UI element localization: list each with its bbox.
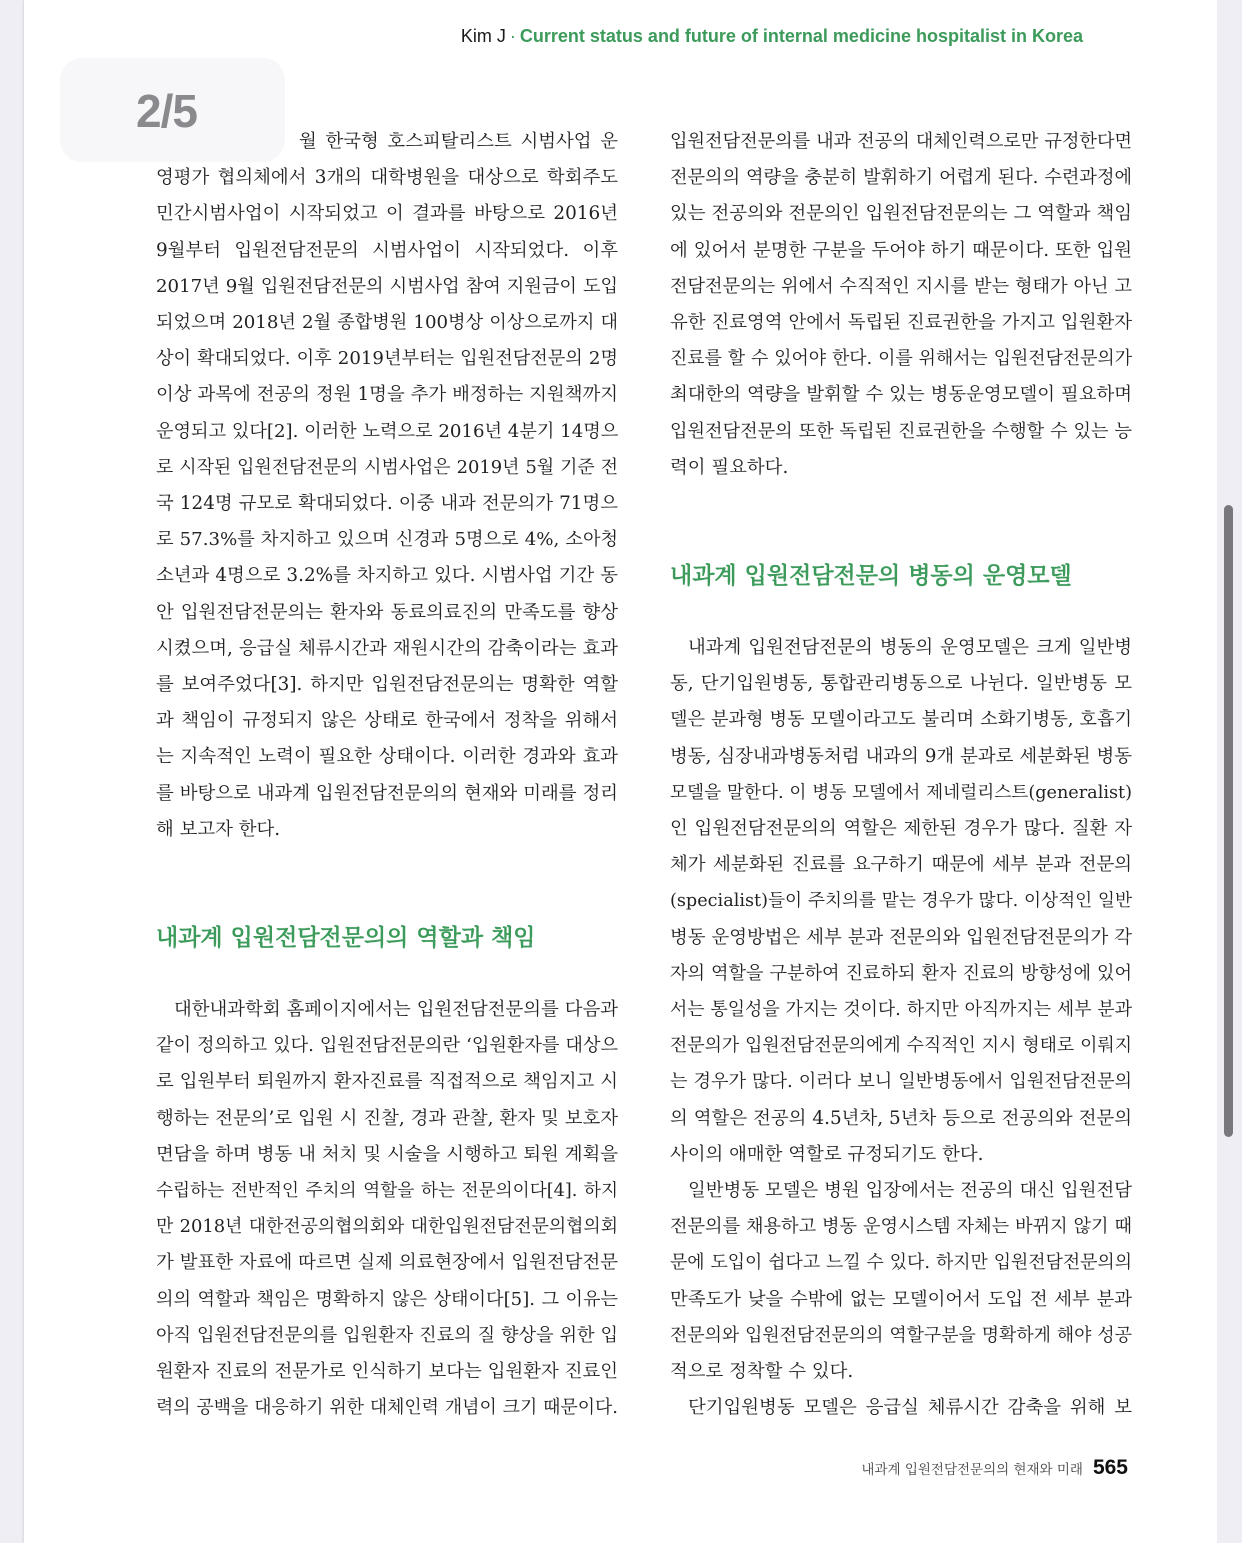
text-line: 전담전문의는 위에서 수직적인 지시를 받는 형태가 아닌 고 (670, 275, 1132, 297)
text-line: 력이 필요하다. (670, 456, 789, 478)
text-line: 국 124명 규모로 확대되었다. 이중 내과 전문의가 71명으 (156, 493, 618, 515)
text-line: 문에 도입이 쉽다고 느낄 수 있다. 하지만 입원전담전문의의 (670, 1252, 1132, 1274)
text-line: 내과계 입원전담전문의 병동의 운영모델은 크게 일반병 (688, 637, 1132, 659)
text-line: 아직 입원전담전문의를 입원환자 진료의 질 향상을 위한 입 (156, 1324, 618, 1346)
text-line: 같이 정의하고 있다. 입원전담전문의란 ‘입원환자를 대상으 (156, 1035, 618, 1057)
text-line: 적으로 정착할 수 있다. (670, 1361, 854, 1383)
text-line: 해 보고자 한다. (156, 818, 281, 840)
text-line: 수립하는 전반적인 주치의 역할을 하는 전문의이다[4]. 하지 (156, 1181, 618, 1202)
text-line: 를 보여주었다[3]. 하지만 입원전담전문의는 명확한 역할 (156, 674, 618, 696)
roles-paragraph (156, 992, 618, 1426)
text-line: 최대한의 역량을 발휘할 수 있는 병동운영모델이 필요하며 (670, 384, 1132, 406)
text-line: 운영되고 있다[2]. 이러한 노력으로 2016년 4분기 14명으 (156, 420, 619, 442)
text-line: 있는 전공의와 전문의인 입원전담전문의는 그 역할과 책임 (670, 203, 1132, 225)
text-line: 상이 확대되었다. 이후 2019년부터는 입원전담전문의 2명 (156, 348, 618, 370)
text-line: 만족도가 낮을 수밖에 없는 모델이어서 도입 전 세부 분과 (670, 1288, 1132, 1310)
text-line: 입원전담전문의 또한 독립된 진료권한을 수행할 수 있는 능 (670, 420, 1132, 442)
text-line: 면담을 하며 병동 내 처치 및 시술을 시행하고 퇴원 계획을 (156, 1143, 618, 1165)
page-footer (861, 1456, 1128, 1480)
footer-title: 내과계 입원전담전문의의 현재와 미래 (861, 1462, 1083, 1478)
text-line: 에 있어서 분명한 구분을 두어야 하기 때문이다. 또한 입원 (670, 239, 1132, 261)
text-line: 소년과 4명으로 3.2%를 차지하고 있다. 시범사업 기간 동 (156, 565, 618, 587)
text-line: 되었으며 2018년 2월 종합병원 100병상 이상으로까지 대 (156, 312, 618, 334)
text-line: 영평가 협의체에서 3개의 대학병원을 대상으로 학회주도 (156, 167, 618, 189)
scrollbar-track[interactable] (1217, 0, 1242, 1543)
left-intro-paragraph (156, 124, 618, 848)
text-line: 의 역할은 전공의 4.5년차, 5년차 등으로 전공의와 전문의 (670, 1107, 1132, 1129)
text-line: 동, 단기입원병동, 통합관리병동으로 나뉜다. 일반병동 모 (670, 673, 1132, 695)
text-line: 9월부터 입원전담전문의 시범사업이 시작되었다. 이후 (156, 239, 618, 261)
text-line: 안 입원전담전문의는 환자와 동료의료진의 만족도를 향상 (156, 601, 618, 623)
running-head-author: Kim J (460, 26, 506, 46)
text-line: 유한 진료영역 안에서 독립된 진료권한을 가지고 입원환자 (670, 312, 1132, 334)
text-line: 만 2018년 대한전공의협의회와 대한입원전담전문의협의회 (156, 1216, 618, 1238)
left-column (156, 124, 618, 1427)
text-line: 입원전담전문의를 내과 전공의 대체인력으로만 규정한다면 (670, 131, 1132, 152)
running-head-title: Current status and future of internal medicine hospitalist in Korea (519, 26, 1083, 46)
text-line: 델은 분과형 병동 모델이라고도 불리며 소화기병동, 호흡기 (670, 709, 1132, 731)
running-head (461, 26, 1083, 47)
section-heading-ward-models: 내과계 입원전담전문의 병동의 운영모델 (670, 563, 1072, 590)
text-line: 로 입원부터 퇴원까지 환자진료를 직접적으로 책임지고 시 (156, 1071, 618, 1093)
text-line: 2017년 9월 입원전담전문의 시범사업 참여 지원금이 도입 (156, 275, 618, 297)
text-line: 월 한국형 호스피탈리스트 시범사업 운 (299, 131, 618, 152)
text-line: 전문의가 입원전담전문의에게 수직적인 지시 형태로 이뤄지 (670, 1035, 1132, 1057)
text-line: 병동 운영방법은 세부 분과 전문의와 입원전담전문의가 각 (670, 926, 1132, 948)
ward-models-paragraph-2 (670, 1173, 1132, 1390)
text-line: 일반병동 모델은 병원 입장에서는 전공의 대신 입원전담 (688, 1180, 1132, 1202)
text-line: 로 시작된 입원전담전문의 시범사업은 2019년 5월 기준 전 (156, 456, 618, 478)
text-line: 원환자 진료의 전문가로 인식하기 보다는 입원환자 진료인 (156, 1361, 618, 1383)
text-line: 행하는 전문의’로 입원 시 진찰, 경과 관찰, 환자 및 보호자 (156, 1107, 618, 1129)
text-line: 서는 통일성을 가지는 것이다. 하지만 아직까지는 세부 분과 (670, 999, 1132, 1021)
ward-models-paragraph-3 (670, 1390, 1132, 1426)
section-heading-roles: 내과계 입원전담전문의의 역할과 책임 (156, 925, 536, 952)
text-line: 전문의의 역량을 충분히 발휘하기 어렵게 된다. 수련과정에 (670, 167, 1132, 189)
text-line: 병동, 심장내과병동처럼 내과의 9개 분과로 세분화된 병동 (670, 745, 1132, 767)
text-line: 전문의와 입원전담전문의의 역할구분을 명확하게 해야 성공 (670, 1324, 1132, 1346)
text-line: 인 입원전담전문의의 역할은 제한된 경우가 많다. 질환 자 (670, 818, 1132, 840)
text-line: 는 경우가 많다. 이러다 보니 일반병동에서 입원전담전문의 (670, 1071, 1132, 1093)
text-line: 의의 역할과 책임은 명확하지 않은 상태이다[5]. 그 이유는 (156, 1288, 618, 1310)
running-head-separator: · (509, 26, 516, 46)
text-line: 가 발표한 자료에 따르면 실제 의료현장에서 입원전담전문 (156, 1252, 618, 1274)
ward-models-paragraph-1 (670, 630, 1132, 1173)
text-line: 는 지속적인 노력이 필요한 상태이다. 이러한 경과와 효과 (156, 746, 618, 768)
text-line: 단기입원병동 모델은 응급실 체류시간 감축을 위해 보 (688, 1397, 1132, 1419)
page-indicator-overlay (60, 58, 285, 162)
text-line: 력의 공백을 대응하기 위한 대체인력 개념이 크기 때문이다. (156, 1397, 618, 1419)
text-line: 이상 과목에 전공의 정원 1명을 추가 배정하는 지원책까지 (156, 384, 618, 406)
text-line: 를 바탕으로 내과계 입원전담전문의의 현재와 미래를 정리 (156, 782, 618, 804)
text-line: 로 57.3%를 차지하고 있으며 신경과 5명으로 4%, 소아청 (156, 529, 618, 551)
right-intro-paragraph (670, 124, 1132, 486)
text-line: (specialist)들이 주치의를 맡는 경우가 많다. 이상적인 일반 (670, 891, 1132, 912)
text-line: 사이의 애매한 역할로 규정되기도 한다. (670, 1143, 984, 1165)
scrollbar-thumb[interactable] (1224, 505, 1233, 1137)
text-line: 과 책임이 규정되지 않은 상태로 한국에서 정착을 위해서 (156, 710, 618, 732)
text-line: 체가 세분화된 진료를 요구하기 때문에 세부 분과 전문의 (670, 854, 1132, 876)
text-line: 전문의를 채용하고 병동 운영시스템 자체는 바뀌지 않기 때 (670, 1216, 1132, 1238)
text-line: 시켰으며, 응급실 체류시간과 재원시간의 감축이라는 효과 (156, 637, 618, 659)
text-line: 자의 역할을 구분하여 진료하되 환자 진료의 방향성에 있어 (670, 962, 1132, 984)
page-indicator-text: 2/5 (136, 85, 197, 137)
document-page (24, 0, 1217, 1543)
text-line: 대한내과학회 홈페이지에서는 입원전담전문의를 다음과 (174, 999, 618, 1021)
page-number: 565 (1092, 1456, 1128, 1479)
text-line: 민간시범사업이 시작되었고 이 결과를 바탕으로 2016년 (156, 203, 618, 225)
text-line: 모델을 말한다. 이 병동 모델에서 제네럴리스트(generalist) (670, 782, 1132, 803)
text-line: 진료를 할 수 있어야 한다. 이를 위해서는 입원전담전문의가 (670, 348, 1132, 370)
right-column (670, 124, 1132, 1427)
